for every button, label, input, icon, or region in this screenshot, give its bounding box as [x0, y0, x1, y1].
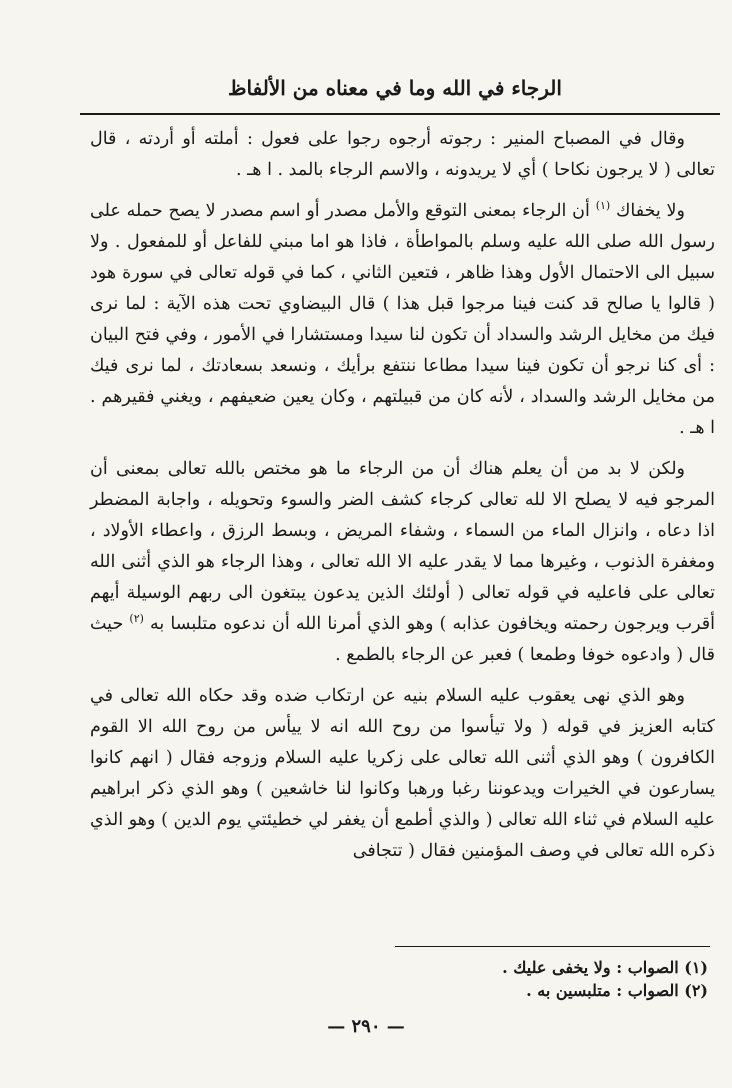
footnote-text: الصواب : متلبسين به .: [526, 981, 679, 1000]
paragraph-text: وهو الذي نهى يعقوب عليه السلام بنيه عن ارتكاب ضده وقد حكاه الله تعالى في كتابه العزيز في قوله ( ولا تيأسوا من روح الله انه لا ييأس من روح الله الا القوم الكافرون ) وهو الذي أثنى الله تعالى على زكريا عليه السلام وزوجه فقال ( انهم كانوا يسارعون في الخيرات ويدعوننا رغبا ورهبا وكانوا لنا خاشعين ) وهو الذي ذكر ابراهيم عليه السلام في ثناء الله تعالى ( والذي أطمع أن يغفر لي خطيئتي يوم الدين ) وهو الذي ذكره الله تعالى في وصف المؤمنين فقال ( تتجافى: [90, 686, 715, 861]
paragraph-4: [90, 681, 715, 867]
running-head-title: الرجاء في الله وما في معناه من الألفاظ: [228, 76, 562, 100]
header-divider: [80, 113, 720, 115]
main-text: [90, 124, 715, 877]
footnotes: [300, 956, 708, 1002]
paragraph-text: حيث قال ( وادعوه خوفا وطمعا ) فعبر عن الرجاء بالطمع .: [90, 614, 715, 665]
footnote-1: [300, 956, 708, 979]
footnote-divider: [395, 946, 710, 947]
paragraph-2: [90, 196, 715, 444]
paragraph-3: [90, 454, 715, 671]
footnote-2: [300, 979, 708, 1002]
paragraph-text: وقال في المصباح المنير : رجوته أرجوه رجوا على فعول : أملته أو أردته ، قال تعالى ( لا يرجون نكاحا ) أي لا يريدونه ، والاسم الرجاء بالمد . ا هـ .: [90, 129, 715, 180]
footnote-number: (١): [684, 958, 708, 977]
page-number: — ٢٩٠ —: [327, 1016, 405, 1037]
paragraph-text: ولكن لا بد من أن يعلم هناك أن من الرجاء ما هو مختص بالله تعالى بمعنى أن المرجو فيه لا يصلح الا لله تعالى كرجاء كشف الضر والسوء وتحويله ، واجابة المضطر اذا دعاه ، وانزال الماء من السماء ، وشفاء المريض ، وبسط الرزق ، واعطاء الأولاد ، ومغفرة الذنوب ، وغيرها مما لا يقدر عليه الا الله تعالى ، وهذا الرجاء هو الذي أثنى الله تعالى على فاعليه في قوله تعالى ( أولئك الذين يدعون يبتغون الى ربهم الوسيلة أيهم أقرب ويرجون رحمته ويخافون عذابه ) وهو الذي أمرنا الله أن ندعوه متلبسا به: [90, 459, 715, 634]
footnote-text: الصواب : ولا يخفى عليك .: [502, 958, 679, 977]
paragraph-1: [90, 124, 715, 186]
paragraph-text: أن الرجاء بمعنى التوقع والأمل مصدر أو اسم مصدر لا يصح حمله على رسول الله صلى الله عليه وسلم بالمواطأة ، فاذا هو اما مبني للفاعل أو للمفعول . ولا سبيل الى الاحتمال الأول وهذا ظاهر ، فتعين الثاني ، كما في قوله تعالى في سورة هود ( قالوا يا صالح قد كنت فينا مرجوا قبل هذا ) قال البيضاوي تحت هذه الآية : لما نرى فيك من مخايل الرشد والسداد أن تكون لنا سيدا ومستشارا في الأمور ، وفي فتح البيان : أى كنا نرجو أن تكون فينا سيدا مطاعا ننتفع برأيك ، ونسعد بسعادتك ، لما نرى فيك من مخايل الرشد والسداد ، لأنه كان من قبيلتهم ، وكان يعين ضعيفهم ، ويغني فقيرهم . ا هـ .: [90, 201, 715, 438]
footnote-ref-1[interactable]: (١): [595, 199, 611, 213]
footnote-ref-2[interactable]: (٢): [129, 612, 144, 626]
footnote-number: (٢): [684, 981, 708, 1000]
paragraph-text: ولا يخفاك: [610, 201, 685, 221]
